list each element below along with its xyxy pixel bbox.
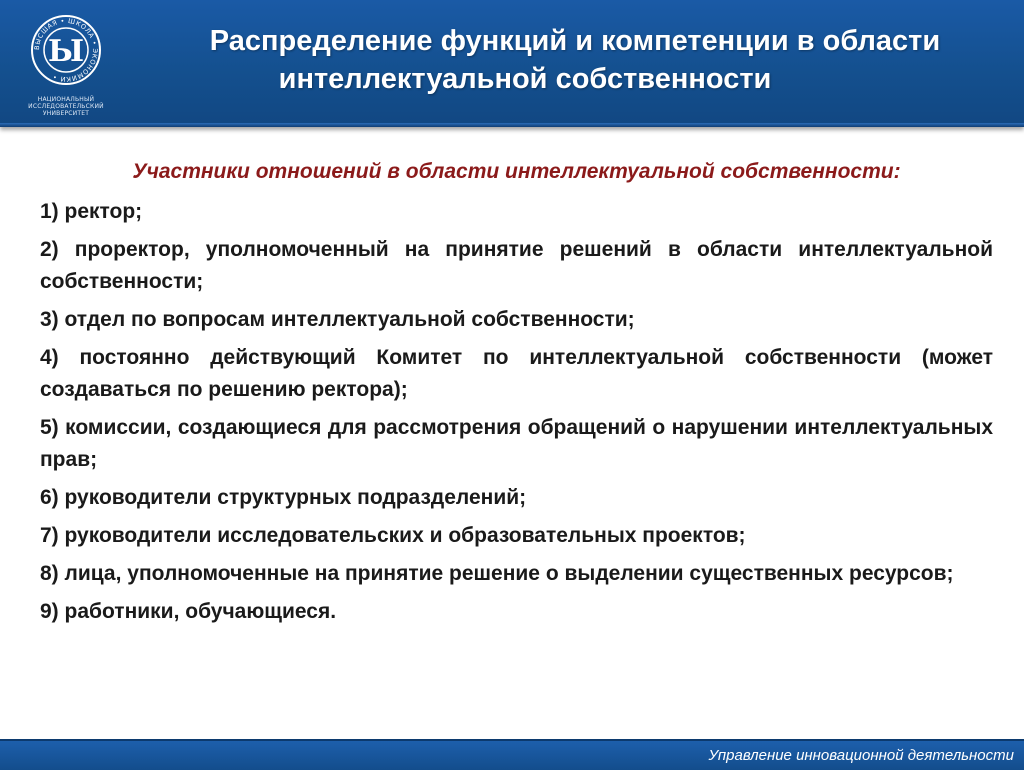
page-title-line2: интеллектуальной собственности xyxy=(278,63,772,95)
logo-caption-line2: УНИВЕРСИТЕТ xyxy=(42,110,90,117)
list-item: 7) руководители исследовательских и образовательных проектов; xyxy=(40,524,746,547)
header-bar xyxy=(0,0,1024,127)
list-item: 6) руководители структурных подразделений; xyxy=(40,486,527,509)
list-item: 4) постоянно действующий Комитет по интеллектуальной собственности (может создаваться по решению ректора); xyxy=(40,346,993,401)
footer-text: Управление инновационной деятельности xyxy=(708,747,1014,764)
footer-bar xyxy=(0,739,1024,770)
list-item: 1) ректор; xyxy=(40,200,143,223)
list-item: 5) комиссии, создающиеся для рассмотрения обращений о нарушении интеллектуальных прав; xyxy=(40,416,993,471)
header-divider xyxy=(0,123,1024,127)
list-item: 8) лица, уполномоченные на принятие решение о выделении существенных ресурсов; xyxy=(40,562,954,585)
logo-caption xyxy=(12,96,120,117)
list-item: 9) работники, обучающиеся. xyxy=(40,600,337,623)
page-title xyxy=(130,22,1010,98)
slide-content xyxy=(40,158,993,634)
list-item: 2) проректор, уполномоченный на принятие решений в области интеллектуальной собственности; xyxy=(40,238,993,293)
logo-monogram: Ы xyxy=(47,34,85,69)
page-title-line1: Распределение функций и компетенции в области xyxy=(209,25,941,57)
logo-caption-line1: НАЦИОНАЛЬНЫЙ ИССЛЕДОВАТЕЛЬСКИЙ xyxy=(28,96,104,110)
list-item: 3) отдел по вопросам интеллектуальной собственности; xyxy=(40,308,635,331)
logo-ring-text: ВЫСШАЯ • ШКОЛА • ЭКОНОМИКИ • xyxy=(32,16,100,84)
section-subtitle: Участники отношений в области интеллектуальной собственности: xyxy=(132,160,901,183)
